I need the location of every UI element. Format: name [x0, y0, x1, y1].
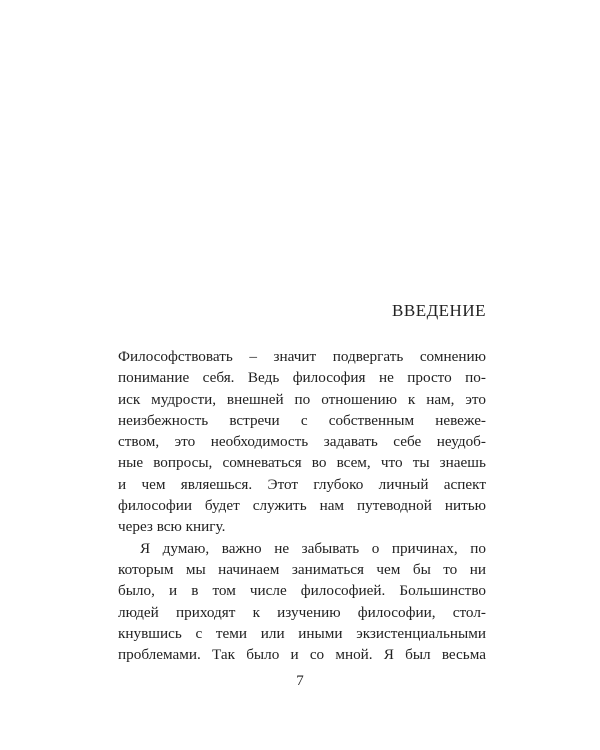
word: невеже- [435, 411, 486, 429]
text-line [118, 644, 486, 665]
word: или [260, 624, 285, 642]
word: философии [118, 497, 192, 515]
word: было, [118, 582, 155, 600]
word: проблемами. [118, 646, 201, 664]
word: значит [273, 348, 317, 365]
word: экзистенциальными [356, 624, 486, 642]
word: людей [118, 603, 159, 621]
word: себе [393, 433, 422, 451]
word: Этот [267, 475, 299, 493]
word: бы [412, 560, 431, 578]
word: не [274, 539, 290, 557]
word: – [249, 348, 257, 365]
word: начинаем [218, 560, 280, 578]
word: неудоб- [436, 433, 486, 451]
word: приходят [175, 603, 236, 621]
word: со [309, 646, 325, 664]
word: вопросы, [153, 454, 213, 472]
word: том [212, 582, 236, 600]
word: служить [252, 497, 307, 515]
word: думаю, [162, 539, 210, 557]
word: ством, [118, 433, 160, 451]
word: всем, [336, 454, 371, 472]
word: аспект [443, 475, 486, 493]
word: отношению [321, 390, 397, 408]
word: понимание [118, 369, 190, 387]
text-line [118, 495, 486, 516]
word: числе [249, 582, 287, 600]
word: внешней [226, 390, 284, 408]
word: по [470, 539, 486, 557]
word: нитью [444, 497, 486, 515]
word: являешься. [180, 475, 253, 493]
word: философия [292, 369, 366, 387]
word: чем [141, 475, 166, 493]
word: и [168, 582, 178, 600]
word: чем [376, 560, 401, 578]
word: к [252, 603, 260, 621]
word: путеводной [356, 497, 432, 515]
word: философией. [300, 582, 386, 600]
word: мудрости, [151, 390, 216, 408]
word: подвергать [332, 348, 404, 365]
text-line [118, 623, 486, 644]
word: было [246, 646, 280, 664]
word: Так [211, 646, 235, 664]
text-line [118, 367, 486, 388]
text-line [118, 431, 486, 452]
word: ни [469, 560, 486, 578]
word: и [290, 646, 299, 664]
word: по [294, 390, 311, 408]
word: по- [465, 369, 486, 387]
word: будет [204, 497, 240, 515]
word: кнувшись [118, 624, 182, 642]
word: был [405, 646, 431, 664]
word: заниматься [291, 560, 364, 578]
word: Философствовать [118, 348, 233, 365]
word: глубоко [313, 475, 364, 493]
page-number: 7 [296, 673, 304, 689]
word: теми [215, 624, 248, 642]
text-line [118, 389, 486, 410]
word: с [195, 624, 203, 642]
word: важно [221, 539, 262, 557]
word: сомневаться [222, 454, 302, 472]
word: весьма [441, 646, 486, 664]
word: что [380, 454, 403, 472]
chapter-heading: ВВЕДЕНИЕ [392, 301, 486, 320]
word: иными [298, 624, 343, 642]
word: не [378, 369, 394, 387]
word: стол- [452, 603, 486, 621]
word: себя. [202, 369, 235, 387]
word: это [174, 433, 196, 451]
word: знаешь [439, 454, 486, 472]
word: то [443, 560, 458, 578]
word: Большинство [399, 582, 486, 600]
word: философии, [357, 603, 436, 621]
body-text [118, 346, 486, 665]
word: Я [140, 539, 151, 557]
word: неизбежность [118, 411, 209, 429]
word: нам [319, 497, 345, 515]
word: к [407, 390, 416, 408]
word: встречи [229, 411, 280, 429]
word: изучению [277, 603, 341, 621]
word: причинах, [391, 539, 458, 557]
word: необходимость [210, 433, 309, 451]
word: и [118, 475, 127, 493]
word: забывать [301, 539, 360, 557]
word: ные [118, 454, 144, 472]
text-line [118, 602, 486, 623]
word: которым [118, 560, 174, 578]
word: с [300, 411, 308, 429]
text-line: через всю книгу. [118, 518, 226, 536]
word: мной. [335, 646, 373, 664]
text-line [118, 559, 486, 580]
word: личный [378, 475, 429, 493]
text-line [118, 346, 486, 367]
text-line [118, 452, 486, 473]
word: задавать [323, 433, 378, 451]
word: о [371, 539, 380, 557]
word: сомнению [419, 348, 486, 365]
word: во [311, 454, 327, 472]
word: иск [118, 390, 141, 408]
word: это [465, 390, 486, 408]
word: просто [407, 369, 452, 387]
text-line [118, 474, 486, 495]
text-line [118, 538, 486, 559]
word: мы [185, 560, 206, 578]
text-line [118, 580, 486, 601]
word: Я [383, 646, 394, 664]
word: собственным [328, 411, 415, 429]
text-line [118, 410, 486, 431]
word: в [191, 582, 199, 600]
word: Ведь [247, 369, 280, 387]
word: нам, [426, 390, 455, 408]
word: ты [412, 454, 430, 472]
